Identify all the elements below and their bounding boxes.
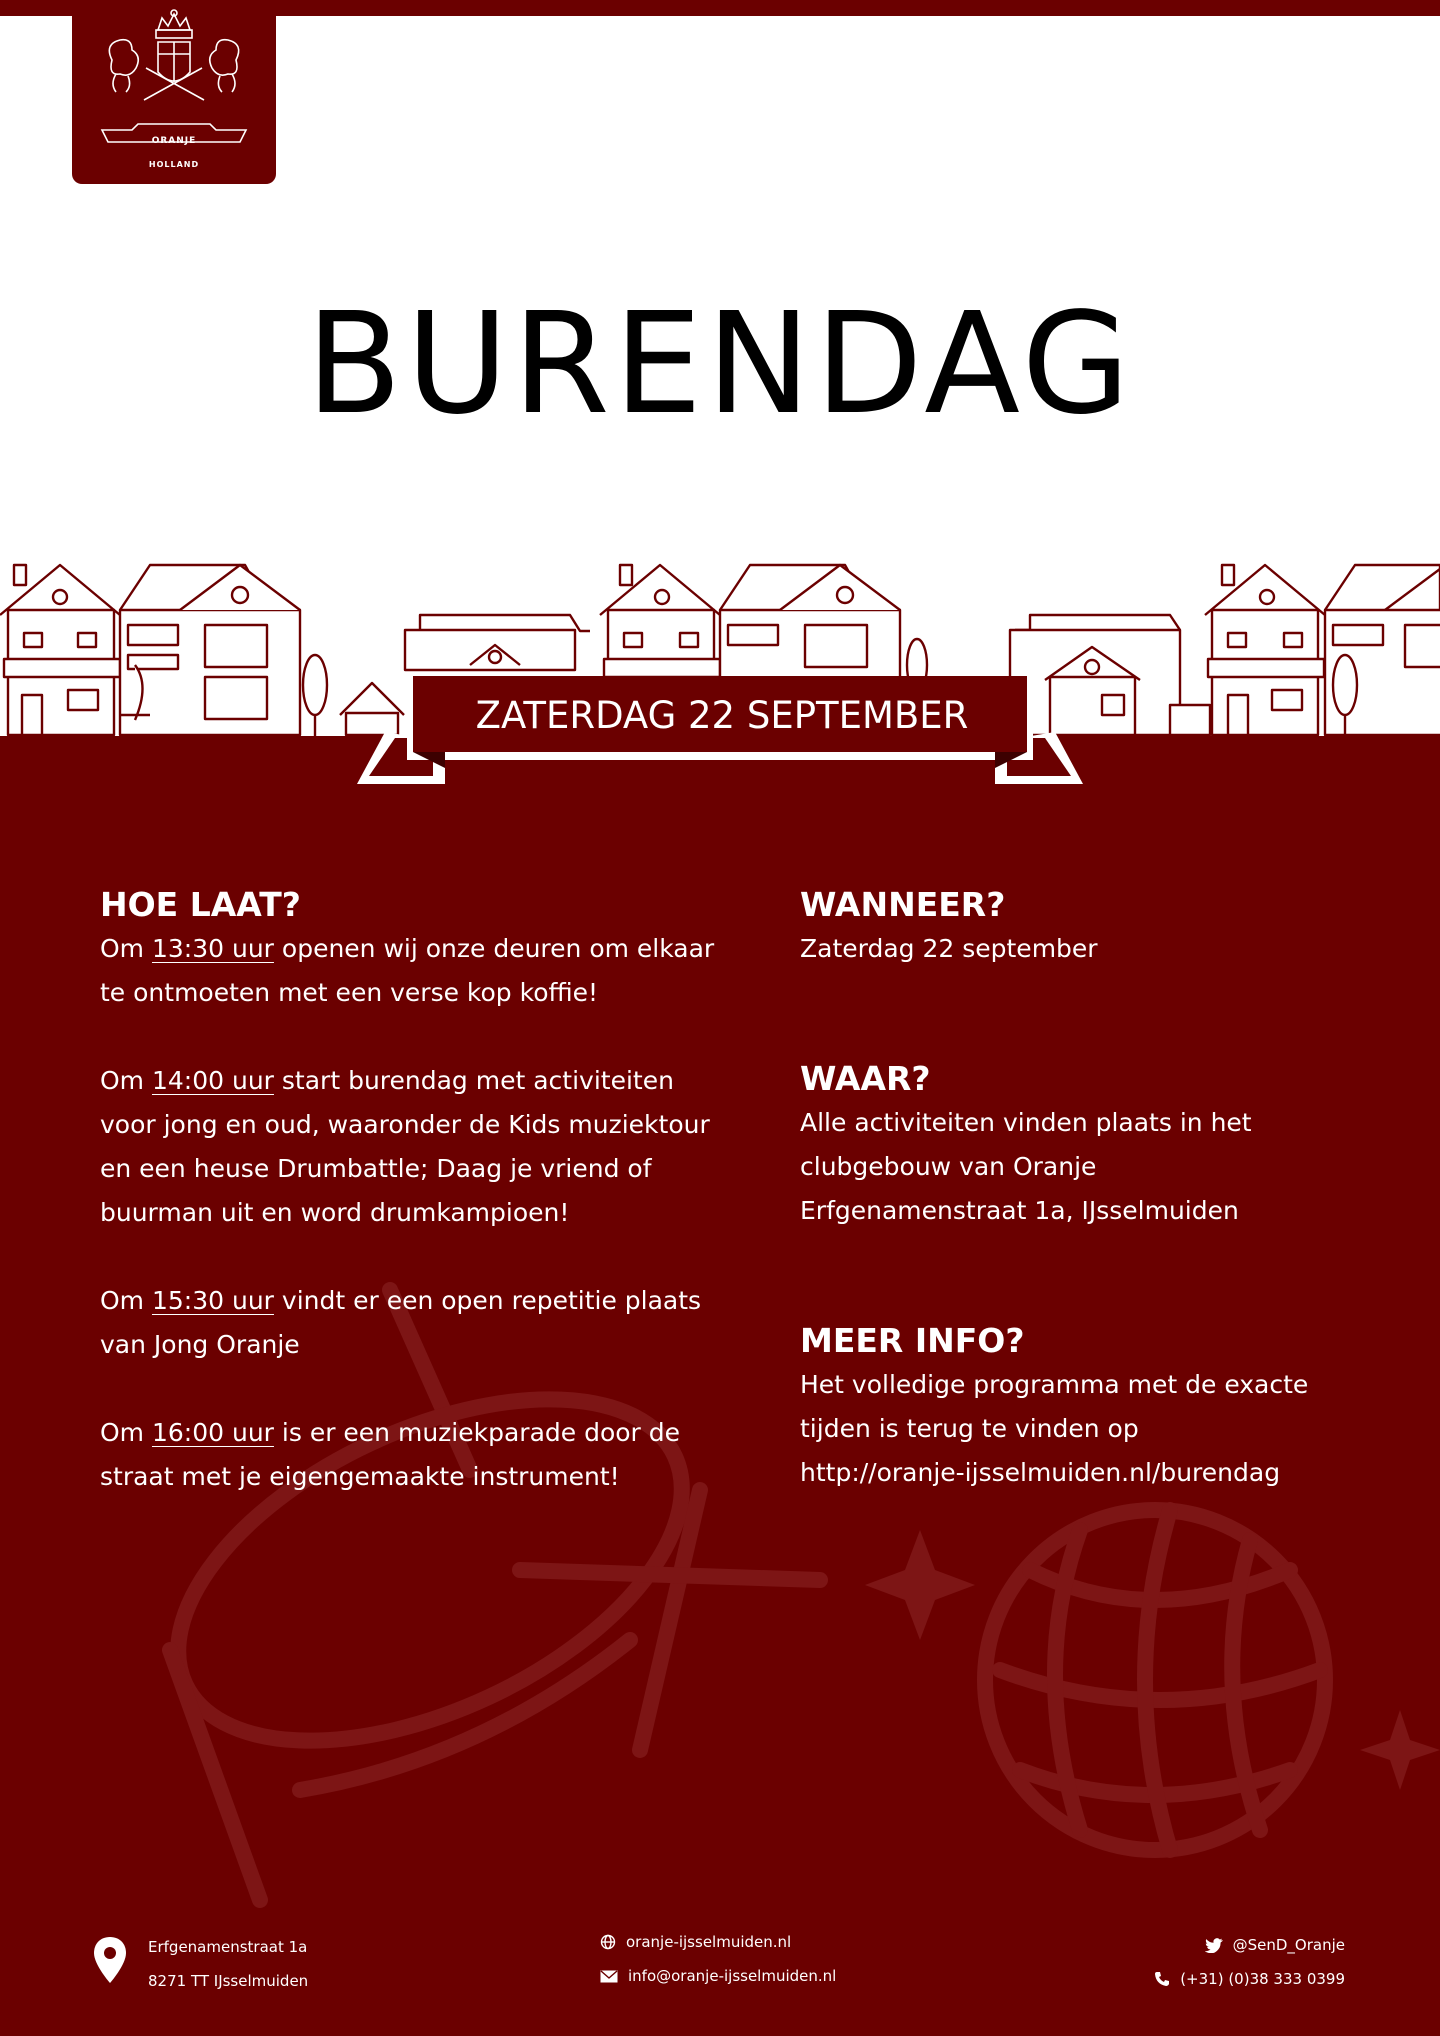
schedule-paragraph-1: Om 13:30 uur openen wij onze deuren om elkaar te ontmoeten met een verse kop koffie!: [100, 934, 715, 1007]
wanneer-heading: WANNEER?: [800, 885, 1006, 924]
logo[interactable]: [72, 0, 276, 184]
waar-heading: WAAR?: [800, 1059, 931, 1098]
page-title: BURENDAG: [305, 283, 1135, 446]
time-1600: 16:00 uur: [151, 1418, 274, 1447]
time-1400: 14:00 uur: [151, 1066, 274, 1095]
website-link[interactable]: oranje-ijsselmuiden.nl: [626, 1933, 792, 1951]
info-column: [800, 885, 1360, 1495]
info-link[interactable]: http://oranje-ijsselmuiden.nl/burendag: [800, 1458, 1281, 1487]
logo-ribbon-text: ORANJE: [151, 136, 197, 146]
waar-line-2: clubgebouw van Oranje: [800, 1152, 1097, 1181]
waar-line-1: Alle activiteiten vinden plaats in het: [800, 1108, 1252, 1137]
email-link[interactable]: info@oranje-ijsselmuiden.nl: [628, 1967, 837, 1985]
wanneer-text: Zaterdag 22 september: [800, 934, 1098, 963]
mail-icon: [600, 1970, 618, 1983]
info-line-2: tijden is terug te vinden op: [800, 1414, 1139, 1443]
date-banner-text: ZATERDAG 22 SEPTEMBER: [475, 694, 969, 737]
location-pin-icon: [92, 1935, 128, 1985]
footer-web: [600, 1925, 836, 1993]
twitter-handle[interactable]: @SenD_Oranje: [1232, 1936, 1345, 1954]
time-1330: 13:30 uur: [151, 934, 274, 963]
phone-number[interactable]: (+31) (0)38 333 0399: [1180, 1970, 1345, 1988]
crest-icon: [72, 0, 276, 184]
waar-line-3: Erfgenamenstraat 1a, IJsselmuiden: [800, 1196, 1239, 1225]
website-row[interactable]: [600, 1925, 836, 1959]
schedule-paragraph-2: Om 14:00 uur start burendag met activiteiten voor jong en oud, waaronder de Kids muziektour en een heuse Drumbattle; Daag je vriend of buurman uit en word drumkampioen!: [100, 1066, 710, 1227]
phone-row[interactable]: [1154, 1962, 1345, 1996]
twitter-row[interactable]: [1154, 1928, 1345, 1962]
email-row[interactable]: [600, 1959, 836, 1993]
schedule-paragraph-4: Om 16:00 uur is er een muziekparade door de straat met je eigengemaakte instrument!: [100, 1418, 681, 1491]
address-line-2: 8271 TT IJsselmuiden: [148, 1972, 309, 1990]
schedule-paragraph-3: Om 15:30 uur vindt er een open repetitie plaats van Jong Oranje: [100, 1286, 702, 1359]
address-line-1: Erfgenamenstraat 1a: [148, 1938, 308, 1956]
schedule-heading: HOE LAAT?: [100, 885, 301, 924]
globe-icon: [600, 1934, 616, 1950]
schedule-column: [100, 885, 720, 1499]
info-line-1: Het volledige programma met de exacte: [800, 1370, 1309, 1399]
logo-country: HOLLAND: [148, 160, 200, 169]
footer-address: [148, 1930, 308, 1998]
phone-icon: [1154, 1971, 1170, 1987]
info-heading: MEER INFO?: [800, 1321, 1025, 1360]
twitter-icon: [1205, 1938, 1223, 1953]
time-1530: 15:30 uur: [151, 1286, 274, 1315]
footer-social: [1154, 1928, 1345, 1996]
